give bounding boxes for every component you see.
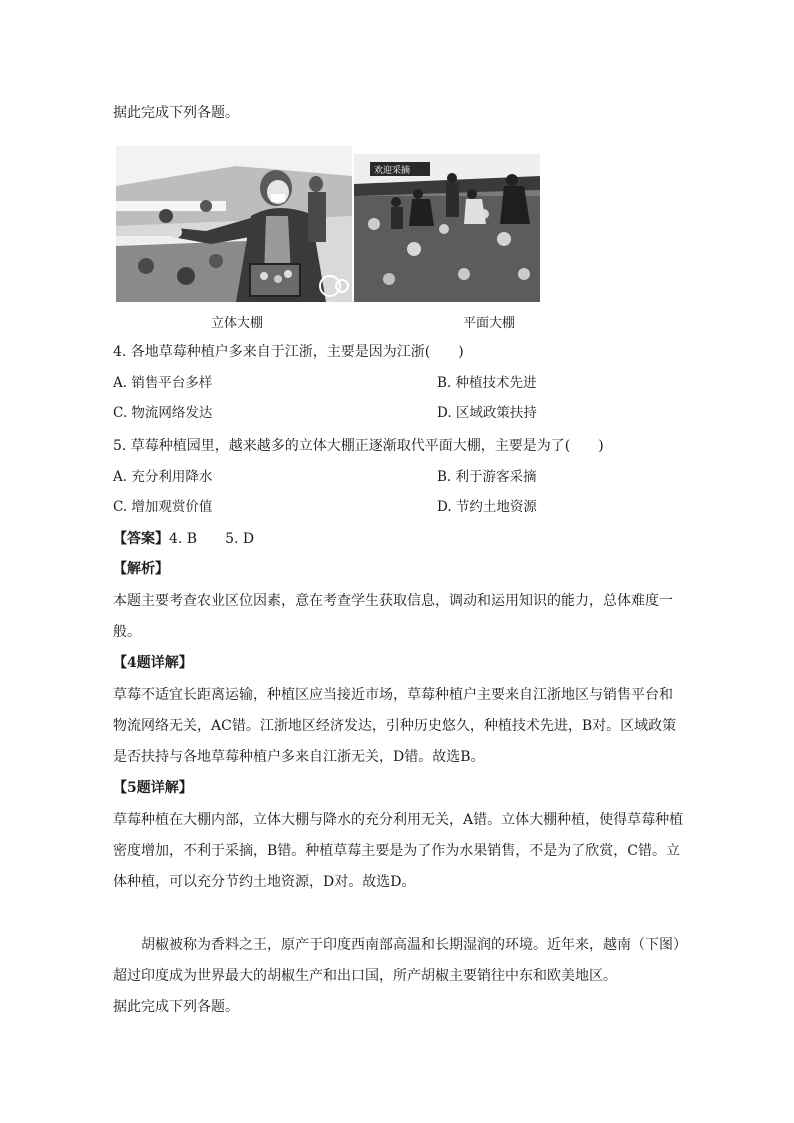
- question-5-stem: 5. 草莓种植园里，越来越多的立体大棚正逐渐取代平面大棚，主要是为了( ): [113, 438, 604, 454]
- flat-greenhouse-photo: [354, 154, 540, 302]
- welcome-sign-text: 欢迎采摘: [374, 166, 411, 176]
- answer-label: 【答案】: [113, 531, 169, 547]
- analysis-line-1: 本题主要考查农业区位因素，意在考查学生获取信息，调动和运用知识的能力，总体难度一: [113, 593, 673, 609]
- question-4-stem: 4. 各地草莓种植户多来自于江浙，主要是因为江浙( ): [113, 344, 464, 360]
- vertical-greenhouse-caption: 立体大棚: [211, 316, 264, 331]
- answer-line: [113, 529, 254, 549]
- question-5-option-b: B. 利于游客采摘: [437, 469, 537, 485]
- passage-line-3: 据此完成下列各题。: [113, 999, 239, 1015]
- passage-line-2: 超过印度成为世界最大的胡椒生产和出口国，所产胡椒主要销往中东和欧美地区。: [113, 968, 617, 984]
- question-5-option-a: A. 充分利用降水: [113, 469, 213, 485]
- question-4-option-c: C. 物流网络发达: [113, 405, 213, 421]
- vertical-greenhouse-photo: [116, 146, 352, 302]
- question-4-option-a: A. 销售平台多样: [113, 375, 213, 391]
- answer-text: 4. B 5. D: [169, 531, 255, 547]
- detail-4-line-2: 物流网络无关，AC错。江浙地区经济发达，引种历史悠久，种植技术先进，B对。区域政策: [113, 718, 677, 734]
- flat-greenhouse-caption: 平面大棚: [463, 316, 516, 331]
- instruction-text: 据此完成下列各题。: [113, 105, 239, 121]
- question-5-option-d: D. 节约土地资源: [437, 499, 537, 515]
- detail-5-label: 【5题详解】: [113, 780, 193, 796]
- detail-5-line-3: 体种植，可以充分节约土地资源，D对。故选D。: [113, 874, 416, 890]
- question-5-option-c: C. 增加观赏价值: [113, 499, 213, 515]
- analysis-label: 【解析】: [113, 561, 169, 577]
- detail-4-line-3: 是否扶持与各地草莓种植户多来自江浙无关，D错。故选B。: [113, 749, 485, 765]
- analysis-line-2: 般。: [113, 624, 141, 640]
- question-4-option-d: D. 区域政策扶持: [437, 405, 537, 421]
- detail-5-line-2: 密度增加，不利于采摘，B错。种植草莓主要是为了作为水果销售，不是为了欣赏，C错。立: [113, 843, 680, 859]
- question-4-option-b: B. 种植技术先进: [437, 375, 537, 391]
- detail-4-label: 【4题详解】: [113, 655, 193, 671]
- detail-4-line-1: 草莓不适宜长距离运输，种植区应当接近市场，草莓种植户主要来自江浙地区与销售平台和: [113, 687, 673, 703]
- detail-5-line-1: 草莓种植在大棚内部，立体大棚与降水的充分利用无关，A错。立体大棚种植，使得草莓种植: [113, 812, 684, 828]
- passage-line-1: 胡椒被称为香料之王，原产于印度西南部高温和长期湿润的环境。近年来，越南（下图）: [113, 937, 687, 953]
